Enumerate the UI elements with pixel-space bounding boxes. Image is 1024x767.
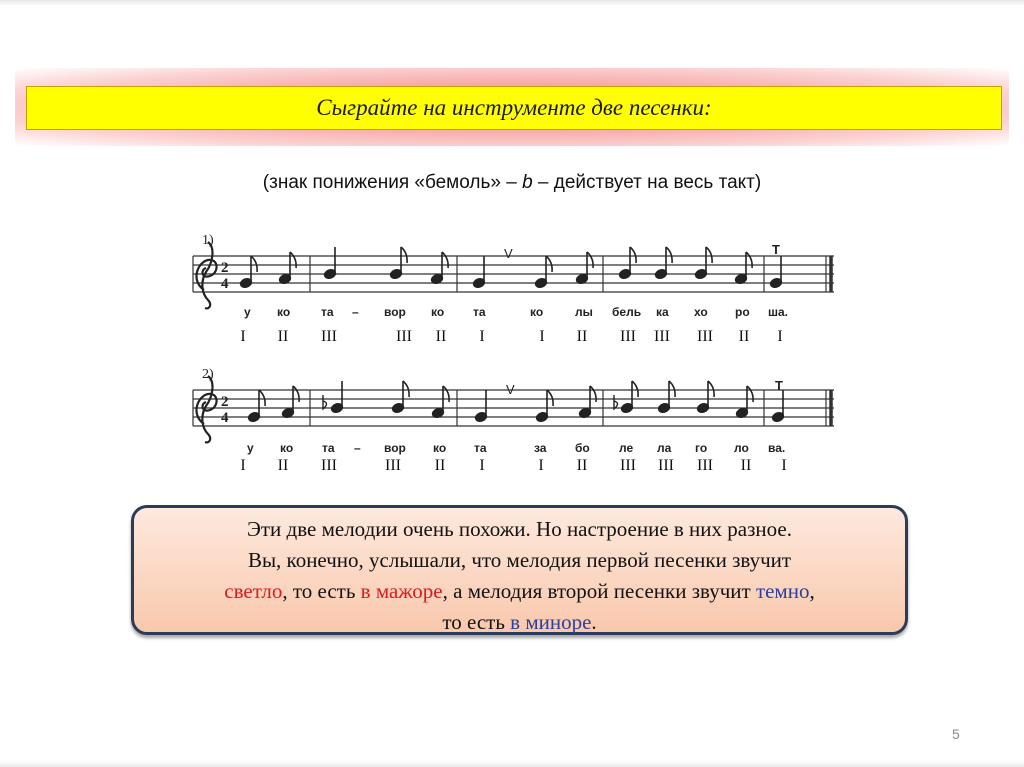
degree-label: III xyxy=(620,328,636,345)
treble-clef-icon xyxy=(196,242,216,308)
staff-1 xyxy=(193,233,834,319)
song-1-number: 1) xyxy=(202,233,214,248)
lyric-syllable: ла xyxy=(657,441,672,455)
info-line-2: Вы, конечно, услышали, что мелодия первой песенки звучит xyxy=(247,548,792,572)
lyric-syllable: ка xyxy=(656,305,669,319)
degree-label: I xyxy=(781,457,787,474)
degree-label: I xyxy=(240,457,246,474)
lyric-syllable: ло xyxy=(734,441,749,455)
degree-label: III xyxy=(658,457,674,474)
word-minor: в миноре xyxy=(510,610,592,634)
svg-text:2: 2 xyxy=(221,260,229,276)
word-bright: светло xyxy=(224,579,283,603)
degree-label: III xyxy=(654,328,670,345)
lyric-syllable: за xyxy=(534,441,547,455)
svg-text:4: 4 xyxy=(221,276,229,292)
degree-label: III xyxy=(620,457,636,474)
lyric-syllable: вор xyxy=(384,441,406,455)
flat-symbol: b xyxy=(522,172,533,193)
lyrics-staff-1 xyxy=(244,305,788,319)
slide-title: Сыграйте на инструменте две песенки: xyxy=(316,95,712,120)
lyric-syllable: ко xyxy=(530,305,544,319)
lyric-syllable: та xyxy=(321,305,334,319)
lyric-syllable: та xyxy=(474,441,487,455)
subtitle-before: (знак понижения «бемоль» – xyxy=(262,172,523,193)
degree-label: II xyxy=(277,457,289,474)
degree-label: II xyxy=(434,457,446,474)
svg-text:2: 2 xyxy=(221,394,229,410)
lyric-syllable: ва. xyxy=(768,441,786,455)
lyric-syllable: – xyxy=(352,305,359,319)
song-2-number: 2) xyxy=(202,367,214,382)
page-number: 5 xyxy=(952,726,960,742)
info-text: , то есть xyxy=(282,579,361,603)
degree-label: III xyxy=(321,457,337,474)
degree-label: II xyxy=(576,328,588,345)
lyric-syllable: – xyxy=(354,441,361,455)
lyric-syllable: ро xyxy=(735,305,750,319)
tonic-mark-1: T xyxy=(772,242,780,257)
degree-label: II xyxy=(740,457,752,474)
degree-label: I xyxy=(538,457,544,474)
degree-label: I xyxy=(777,328,783,345)
treble-clef-icon xyxy=(196,376,216,442)
lyric-syllable: ко xyxy=(280,441,294,455)
info-line-3 xyxy=(134,576,905,607)
lyric-syllable: бо xyxy=(575,441,590,455)
flat-sign-icon xyxy=(323,395,327,409)
lyric-syllable: та xyxy=(322,441,335,455)
flat-sign-icon xyxy=(614,395,618,409)
degree-label: II xyxy=(738,328,750,345)
info-text: . xyxy=(591,610,597,634)
lyric-syllable: хо xyxy=(694,305,708,319)
lyric-syllable: ко xyxy=(431,305,445,319)
lyric-syllable: у xyxy=(247,441,254,455)
lyric-syllable: го xyxy=(695,441,708,455)
degree-label: I xyxy=(479,328,485,345)
lyrics-staff-2 xyxy=(247,441,785,455)
lyric-syllable: у xyxy=(244,305,251,319)
staff-2 xyxy=(193,367,834,455)
degree-label: II xyxy=(576,457,588,474)
lyric-syllable: та xyxy=(473,305,486,319)
slide-bottom-edge xyxy=(0,761,1024,767)
degree-label: II xyxy=(277,328,289,345)
breath-mark-1: V xyxy=(504,246,513,261)
info-text: , а мелодия второй песенки звучит xyxy=(442,579,756,603)
lyric-syllable: вор xyxy=(384,305,406,319)
info-text: , xyxy=(809,579,815,603)
degree-label: III xyxy=(321,328,337,345)
lyric-syllable: ле xyxy=(619,441,634,455)
info-line-4 xyxy=(134,607,905,638)
lyric-syllable: ко xyxy=(433,441,447,455)
info-box xyxy=(131,505,908,635)
info-line-1: Эти две мелодии очень похожи. Но настроение в них разное. xyxy=(247,517,792,541)
degree-label: III xyxy=(697,328,713,345)
lyric-syllable: ко xyxy=(277,305,291,319)
tonic-mark-2: T xyxy=(775,378,783,393)
degree-label: III xyxy=(385,457,401,474)
lyric-syllable: лы xyxy=(575,305,593,319)
degree-label: I xyxy=(479,457,485,474)
degree-label: I xyxy=(240,328,246,345)
subtitle-after: – действует на весь такт) xyxy=(532,172,762,193)
degree-label: III xyxy=(697,457,713,474)
word-dark: темно xyxy=(755,579,810,603)
degree-label: II xyxy=(435,328,447,345)
notes-staff-2 xyxy=(247,381,784,423)
degree-label: III xyxy=(396,328,412,345)
word-major: в мажоре xyxy=(360,579,443,603)
lyric-syllable: бель xyxy=(612,305,642,319)
degree-label: I xyxy=(539,328,545,345)
info-text: то есть xyxy=(442,610,511,634)
svg-text:4: 4 xyxy=(221,410,229,426)
lyric-syllable: ша. xyxy=(768,305,789,319)
breath-mark-2: V xyxy=(506,382,515,397)
